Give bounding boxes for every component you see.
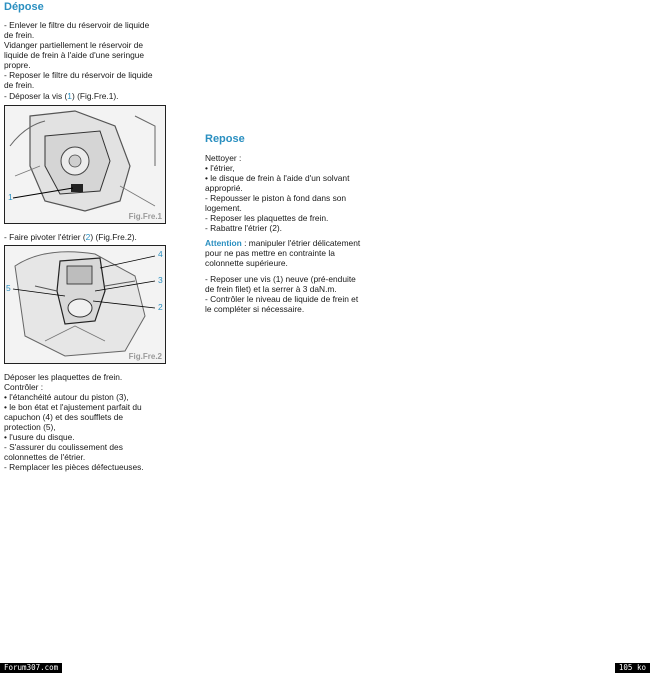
attention-note: Attention : manipuler l'étrier délicatement [205,238,361,248]
fig1-callout-1: 1 [8,192,13,202]
text-line: protection (5), [4,422,56,432]
attention-line-3: colonnette supérieure. [205,258,288,268]
text-line: Déposer les plaquettes de frein. [4,372,123,382]
footer-site-label: Forum307.com [0,663,62,673]
text-line: logement. [205,203,242,213]
text-line: - Reposer le filtre du réservoir de liquide [4,70,153,80]
figure-fre-1 [4,105,166,224]
heading-repose: Repose [205,133,245,145]
text-line: Nettoyer : [205,153,242,163]
fig2-callout-3: 3 [158,275,163,285]
brake-caliper-photo-2 [5,246,165,363]
footer-size-label: 105 ko [615,663,650,673]
text-line: - Remplacer les pièces défectueuses. [4,462,144,472]
text-line: de frein. [4,30,35,40]
text-line: Vidanger partiellement le réservoir de [4,40,144,50]
step-deposer-vis: - Déposer la vis (1) (Fig.Fre.1). [4,91,119,101]
text-line: le compléter si nécessaire. [205,304,305,314]
step-pivoter-etrier: - Faire pivoter l'étrier (2) (Fig.Fre.2). [4,232,137,242]
text-line: - Reposer les plaquettes de frein. [205,213,329,223]
text-line: • le disque de frein à l'aide d'un solvant [205,173,350,183]
text-line: • l'étanchéité autour du piston (3), [4,392,129,402]
text-line: colonnettes de l'étrier. [4,452,86,462]
figure-fre-2 [4,245,166,364]
heading-depose: Dépose [4,1,44,13]
text-line: capuchon (4) et des soufflets de [4,412,124,422]
text-line: propre. [4,60,31,70]
text-line: - Rabattre l'étrier (2). [205,223,282,233]
text-line: de frein filet) et la serrer à 3 daN.m. [205,284,337,294]
fig2-caption: Fig.Fre.2 [128,352,162,361]
text-line: de frein. [4,80,35,90]
text-line: - Enlever le filtre du réservoir de liquide [4,20,150,30]
text-line: - Repousser le piston à fond dans son [205,193,347,203]
text-line: - Reposer une vis (1) neuve (pré-enduite [205,274,356,284]
text-line: approprié. [205,183,243,193]
fig2-callout-2: 2 [158,302,163,312]
fig2-callout-5: 5 [6,283,11,293]
text-line: • l'étrier, [205,163,235,173]
fig2-callout-4: 4 [158,249,163,259]
brake-caliper-photo-1 [5,106,165,223]
attention-line-2: pour ne pas mettre en contrainte la [205,248,335,258]
text-line: - S'assurer du coulissement des [4,442,123,452]
text-line: liquide de frein à l'aide d'une seringue [4,50,145,60]
text-line: • l'usure du disque. [4,432,75,442]
fig1-caption: Fig.Fre.1 [128,212,162,221]
text-line: Contrôler : [4,382,44,392]
text-line: - Contrôler le niveau de liquide de frein et [205,294,359,304]
text-line: • le bon état et l'ajustement parfait du [4,402,142,412]
